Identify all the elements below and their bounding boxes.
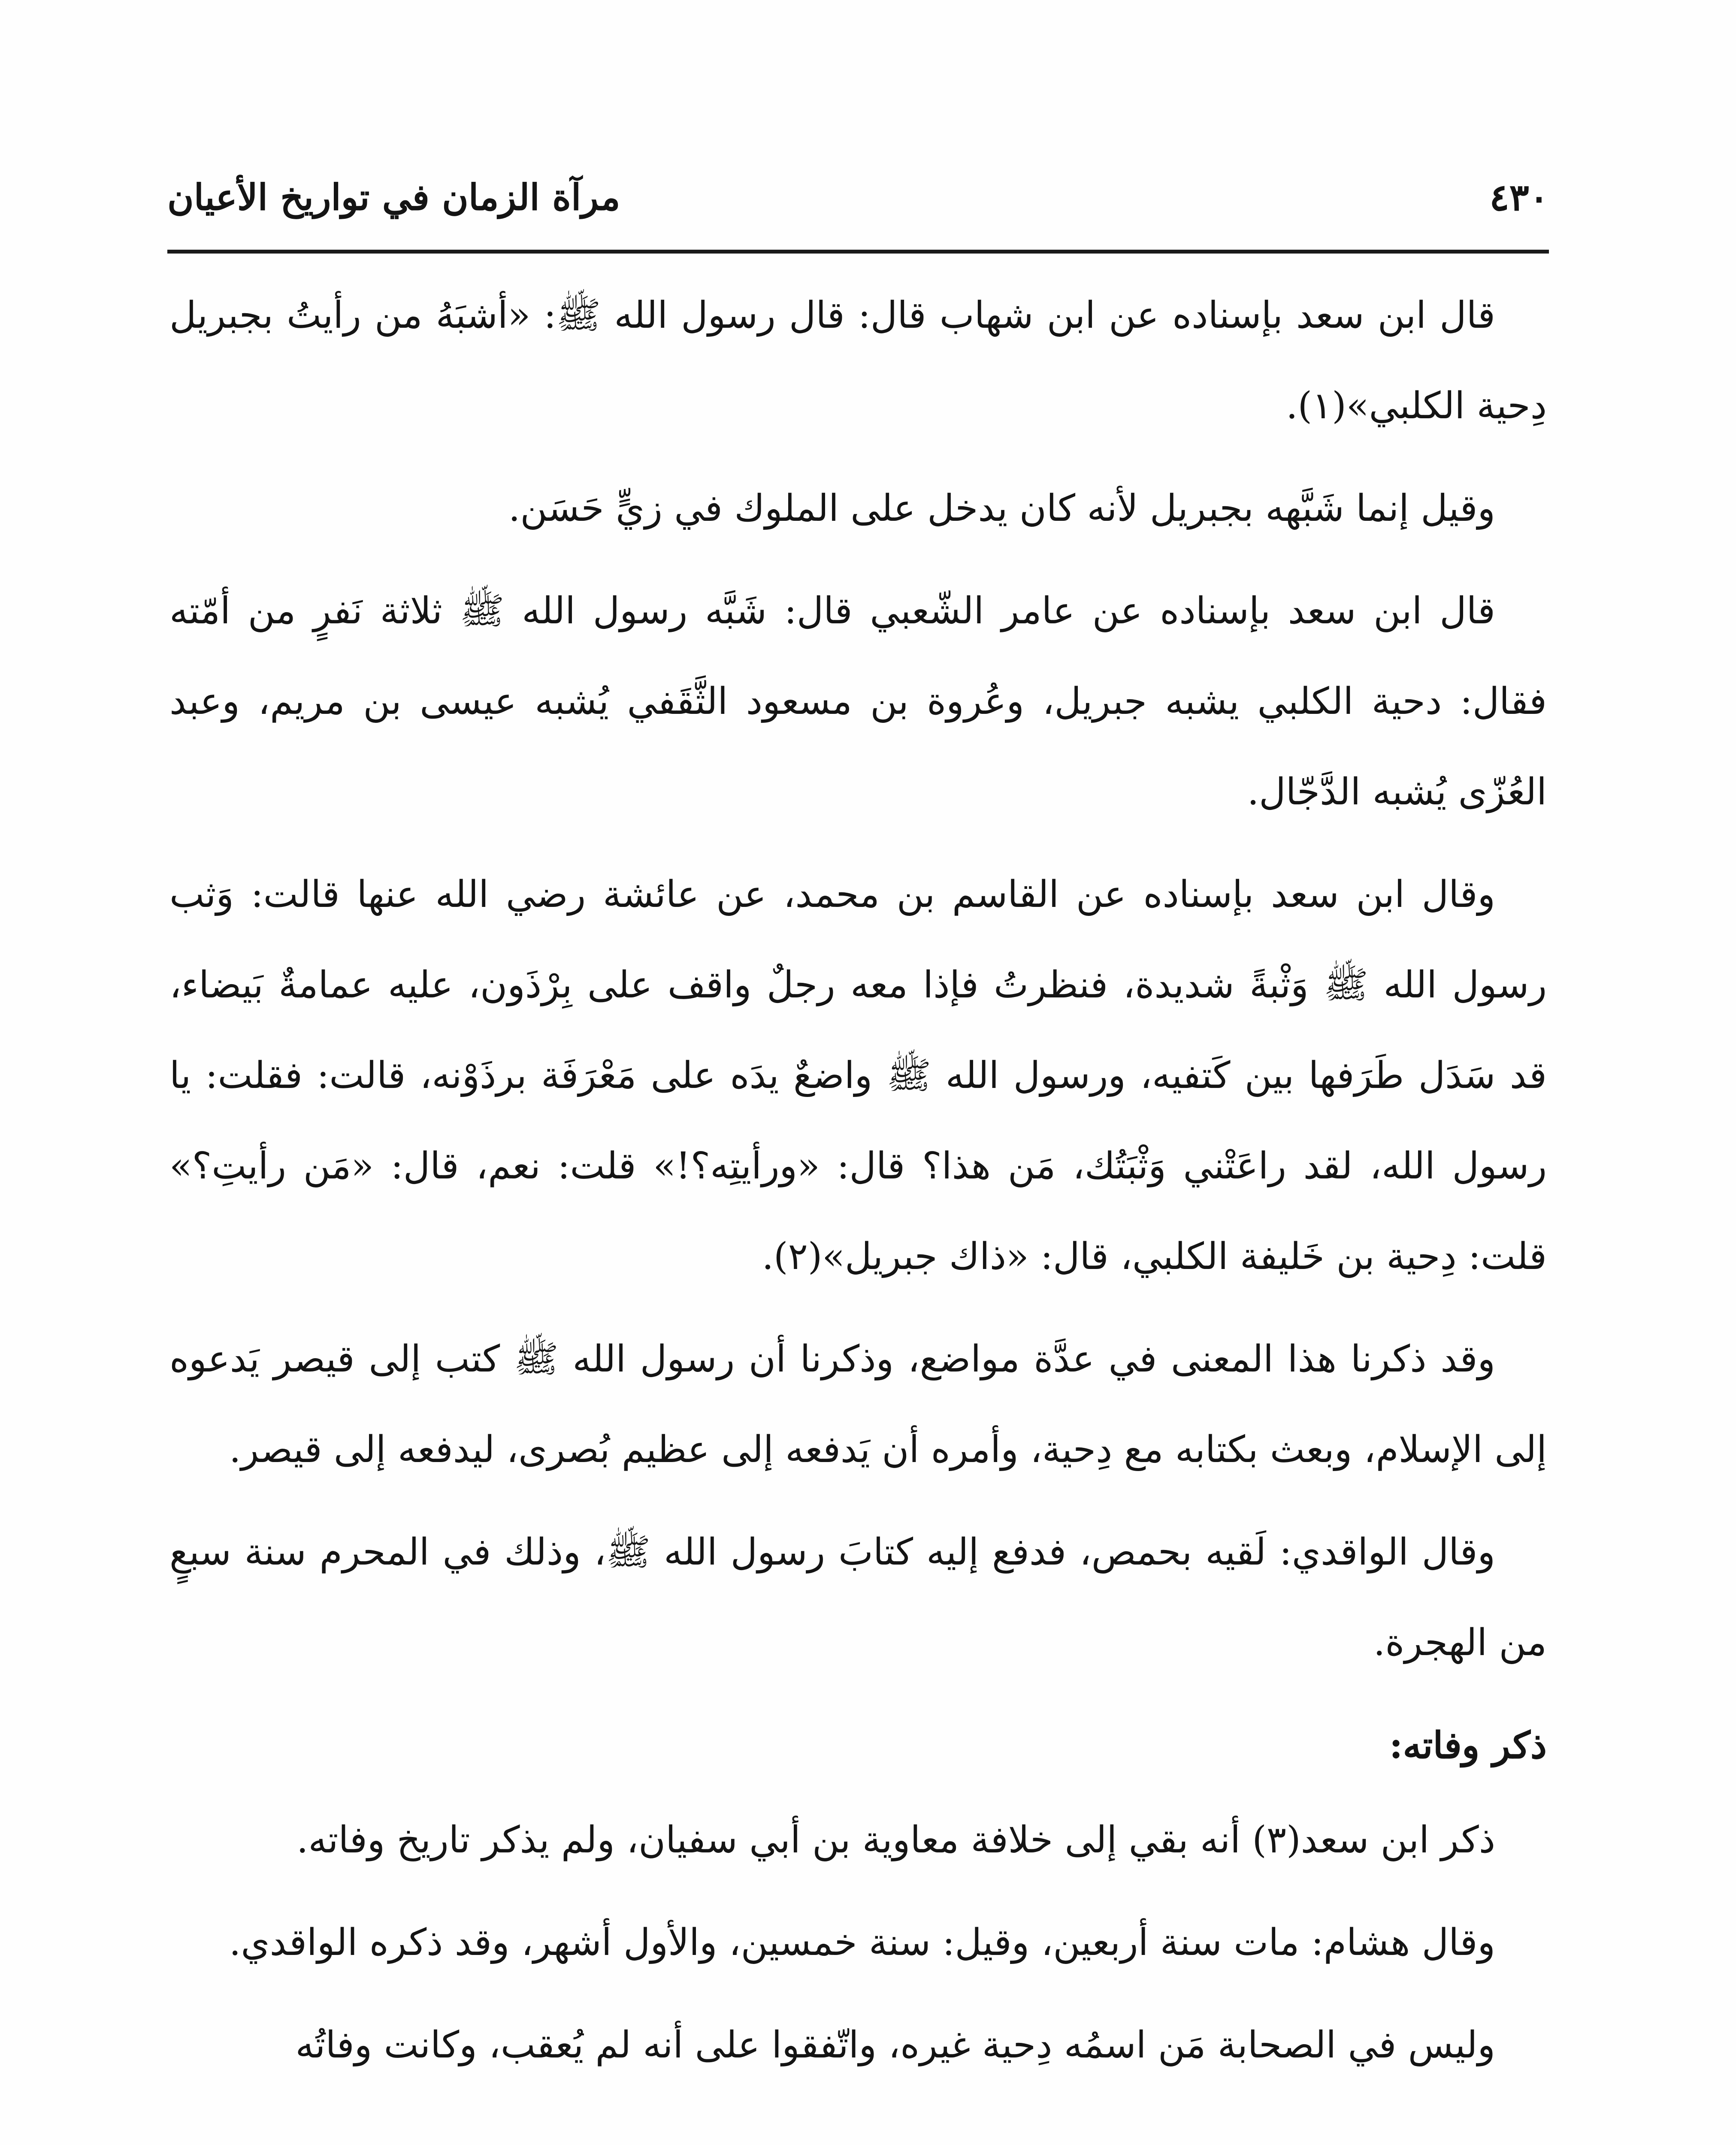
paragraph: ذكر ابن سعد(٣) أنه بقي إلى خلافة معاوية بن أبي سفيان، ولم يذكر تاريخ وفاته. [296,1819,1495,1861]
header-divider [167,250,1549,254]
paragraph: وقد ذكرنا هذا المعنى في عدَّة مواضع، وذكرنا أن رسول الله ﷺ كتب إلى قيصر يَدعوه إلى الإسلام، وبعث بكتابه مع دِحية، وأمره أن يَدفعه إلى عظيم بُصرى، ليدفعه إلى قيصر. [169,1338,1547,1471]
page-number: ٤٣٠ [1489,176,1549,219]
section-heading: ذكر وفاته: [1389,1724,1547,1767]
paragraph: وقال ابن سعد بإسناده عن القاسم بن محمد، عن عائشة رضي الله عنها قالت: وَثب رسول الله ﷺ وَثْبةً شديدة، فنظرتُ فإذا معه رجلٌ واقف على بِرْذَون، عليه عمامةٌ بَيضاء، قد سَدَل طَرَفها بين كَتفيه، ورسول الله ﷺ واضعٌ يدَه على مَعْرَفَة برذَوْنه، قالت: فقلت: يا رسول الله، لقد راعَتْني وَثْبَتُك، مَن هذا؟ قال: «ورأيتِه؟!» قلت: نعم، قال: «مَن رأيتِ؟» قلت: دِحية بن خَليفة الكلبي، قال: «ذاك جبريل»(٢). [169,873,1547,1278]
main-text [169,270,1547,2103]
paragraph: وقال هشام: مات سنة أربعين، وقيل: سنة خمسين، والأول أشهر، وقد ذكره الواقدي. [229,1921,1495,1964]
paragraph: قال ابن سعد بإسناده عن عامر الشّعبي قال: شَبَّه رسول الله ﷺ ثلاثة نَفرٍ من أمّته فقال: دحية الكلبي يشبه جبريل، وعُروة بن مسعود الثَّقَفي يُشبه عيسى بن مريم، وعبد العُزّى يُشبه الدَّجّال. [169,589,1547,813]
paragraph: وليس في الصحابة مَن اسمُه دِحية غيره، واتّفقوا على أنه لم يُعقب، وكانت وفاتُه [295,2024,1495,2066]
paragraph: وقيل إنما شَبَّهه بجبريل لأنه كان يدخل على الملوك في زيٍّ حَسَن. [508,487,1495,530]
paragraph: قال ابن سعد بإسناده عن ابن شهاب قال: قال رسول الله ﷺ: «أشبَهُ من رأيتُ بجبريل دِحية الكلبي»(١). [169,294,1547,427]
page-header [167,169,1549,247]
paragraph: وقال الواقدي: لَقيه بحمص، فدفع إليه كتابَ رسول الله ﷺ، وذلك في المحرم سنة سبعٍ من الهجرة. [169,1531,1547,1664]
running-title: مرآة الزمان في تواريخ الأعيان [167,176,620,218]
